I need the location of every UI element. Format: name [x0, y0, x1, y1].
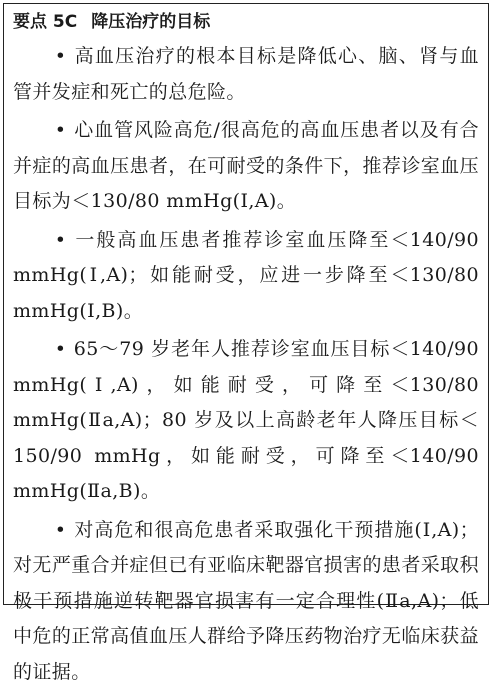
paragraph-treatment-goal	[13, 39, 479, 110]
paragraph-elderly-target	[13, 332, 479, 510]
paragraph-text: 一般高血压患者推荐诊室血压降至＜140/90 mmHg(Ⅰ,A)；如能耐受，应进一步降至＜130/80 mmHg(Ⅰ,B)。	[13, 229, 479, 322]
paragraph-text: 高血压治疗的根本目标是降低心、脑、肾与血管并发症和死亡的总危险。	[13, 45, 479, 103]
paragraph-high-risk-target	[13, 113, 479, 220]
paragraph-text: 对高危和很高危患者采取强化干预措施(Ⅰ,A)；对无严重合并症但已有亚临床靶器官损害的患者采取积极干预措施逆转靶器官损害有一定合理性(Ⅱa,A)；低中危的正常高值血压人群给予降压药物治疗无临床获益的证据。	[13, 519, 479, 683]
bullet-icon: •	[55, 332, 74, 368]
bullet-icon: •	[55, 113, 74, 149]
bullet-icon: •	[55, 223, 74, 259]
paragraph-text: 65～79 岁老年人推荐诊室血压目标＜140/90 mmHg(Ⅰ,A)，如能耐受，可降至＜130/80 mmHg(Ⅱa,A)；80 岁及以上高龄老年人降压目标＜150/90 mmHg，如能耐受，可降至＜140/90 mmHg(Ⅱa,B)。	[13, 338, 479, 502]
bullet-icon: •	[55, 39, 74, 75]
box-title-text: 降压治疗的目标	[91, 12, 210, 32]
box-title	[13, 9, 479, 35]
key-point-box	[3, 3, 489, 605]
paragraph-intervention	[13, 513, 479, 690]
paragraph-text: 心血管风险高危/很高危的高血压患者以及有合并症的高血压患者，在可耐受的条件下，推荐诊室血压目标为＜130/80 mmHg(Ⅰ,A)。	[13, 119, 479, 212]
box-title-key: 要点 5C	[13, 12, 77, 32]
paragraph-general-target	[13, 223, 479, 330]
bullet-icon: •	[55, 513, 74, 549]
